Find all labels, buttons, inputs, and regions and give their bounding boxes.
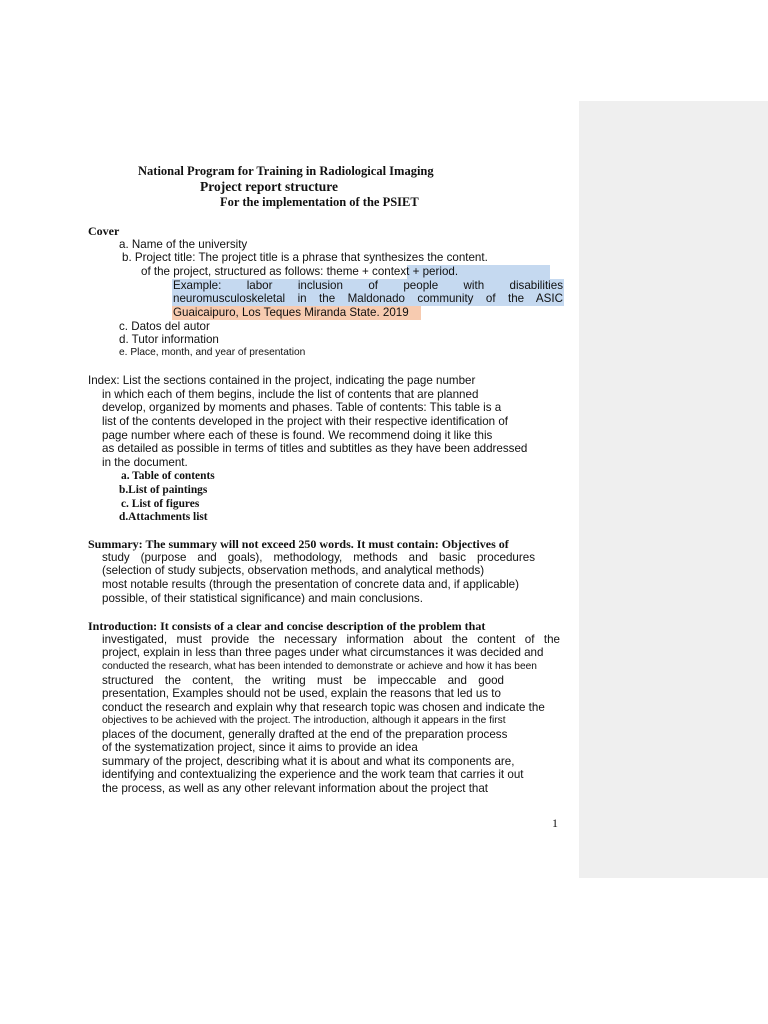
introduction-line: investigated, must provide the necessary information about the content of the: [102, 633, 560, 646]
index-sub-item: a. Table of contents: [121, 470, 215, 482]
summary-line: most notable results (through the presentation of concrete data and, if applicable): [102, 578, 519, 591]
introduction-line: structured the content, the writing must be impeccable and good: [102, 674, 504, 687]
introduction-line: places of the document, generally drafted at the end of the preparation process: [102, 728, 508, 741]
index-line: list of the contents developed in the project with their respective identification of: [102, 415, 509, 428]
index-line: in the document.: [102, 456, 188, 469]
example-line-1: Example: labor inclusion of people with disabilities: [173, 279, 563, 292]
introduction-lead: Introduction: It consists of a clear and concise description of the problem that: [88, 619, 486, 633]
introduction-line: objectives to be achieved with the project. The introduction, although it appears in the first: [102, 715, 506, 726]
index-line: as detailed as possible in terms of titles and subtitles as they have been addressed: [102, 442, 528, 455]
index-line: in which each of them begins, include the list of contents that are planned: [102, 388, 479, 401]
summary-lead: Summary: The summary will not exceed 250 words. It must contain: Objectives of: [88, 537, 509, 551]
index-sub-item: d.Attachments list: [119, 511, 208, 523]
cover-item-e: e. Place, month, and year of presentation: [119, 347, 306, 358]
summary-line: (selection of study subjects, observation methods, and analytical methods): [102, 564, 485, 577]
summary-line: possible, of their statistical significance) and main conclusions.: [102, 592, 423, 605]
doc-subtitle: Project report structure: [200, 179, 338, 194]
summary-line: study (purpose and goals), methodology, methods and basic procedures: [102, 551, 535, 564]
introduction-line: presentation, Examples should not be used, explain the reasons that led us to: [102, 687, 501, 700]
example-line-2: neuromusculoskeletal in the Maldonado community of the ASIC: [173, 292, 563, 305]
introduction-line: of the systematization project, since it aims to provide an idea: [102, 741, 418, 754]
index-line: page number where each of these is found. We recommend doing it like this: [102, 429, 493, 442]
doc-subheading: For the implementation of the PSIET: [220, 195, 419, 209]
introduction-line: conduct the research and explain why that research topic was chosen and indicate the: [102, 701, 545, 714]
cover-item-a: a. Name of the university: [119, 238, 248, 251]
page-number: 1: [552, 816, 558, 830]
doc-title: National Program for Training in Radiological Imaging: [138, 164, 434, 178]
introduction-line: identifying and contextualizing the experience and the work team that carries it out: [102, 768, 524, 781]
index-sub-item: c. List of figures: [121, 498, 200, 510]
cover-item-b-cont: of the project, structured as follows: theme + context + period.: [141, 265, 459, 278]
cover-item-c: c. Datos del autor: [119, 320, 210, 333]
cover-heading: Cover: [88, 224, 120, 238]
cover-item-b: b. Project title: The project title is a phrase that synthesizes the content.: [122, 251, 488, 264]
introduction-line: conducted the research, what has been intended to demonstrate or achieve and how it has been: [102, 661, 537, 672]
introduction-line: summary of the project, describing what it is about and what its components are,: [102, 755, 515, 768]
example-line-3: Guaicaipuro, Los Teques Miranda State. 2019: [173, 306, 409, 319]
introduction-line: project, explain in less than three pages under what circumstances it was decided and: [102, 646, 544, 659]
comment-pane: [579, 101, 768, 878]
cover-item-d: d. Tutor information: [119, 333, 219, 346]
index-sub-item: b.List of paintings: [119, 484, 208, 496]
introduction-line: the process, as well as any other relevant information about the project that: [102, 782, 489, 795]
index-lead: Index: List the sections contained in the project, indicating the page number: [88, 374, 476, 387]
index-line: develop, organized by moments and phases. Table of contents: This table is a: [102, 401, 502, 414]
